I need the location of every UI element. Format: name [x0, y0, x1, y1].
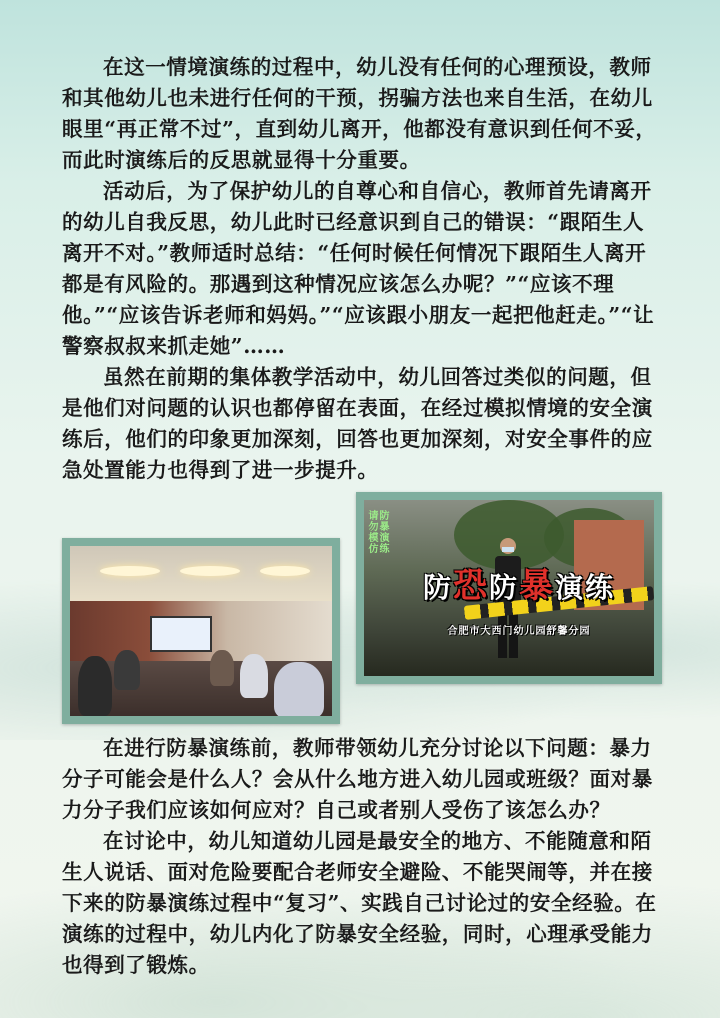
paragraph: 在进行防暴演练前，教师带领幼儿充分讨论以下问题：暴力分子可能会是什么人？会从什么地方进入幼儿园或班级？面对暴力分子我们应该如何应对？自己或者别人受伤了该怎么办？ [62, 736, 653, 822]
person [210, 650, 234, 686]
drill-subtitle: 合肥市大西门幼儿园舒馨分园 [447, 626, 591, 637]
person [274, 662, 324, 716]
person [114, 650, 140, 690]
person [240, 654, 268, 698]
side-caption: 防暴演练 请勿模仿 [366, 510, 388, 554]
person [78, 656, 112, 716]
paragraph: 在讨论中，幼儿知道幼儿园是最安全的地方、不能随意和陌生人说话、面对危险要配合老师安全避险、不能哭闹等，并在接下来的防暴演练过程中“复习”、实践自己讨论过的安全经验。在演练的过程中，幼儿内化了防暴安全经验，同时，心理承受能力也得到了锻炼。 [62, 829, 657, 977]
drill-video-photo [356, 492, 662, 684]
article-text-top [62, 52, 662, 486]
paragraph: 虽然在前期的集体教学活动中，幼儿回答过类似的问题，但是他们对问题的认识也都停留在表面，在经过模拟情境的安全演练后，他们的印象更加深刻，回答也更加深刻，对安全事件的应急处置能力也得到了进一步提升。 [62, 365, 653, 482]
article-text-bottom [62, 733, 662, 981]
projection-screen [150, 616, 212, 652]
meeting-room-photo [62, 538, 340, 724]
paragraph: 在这一情境演练的过程中，幼儿没有任何的心理预设，教师和其他幼儿也未进行任何的干预，拐骗方法也来自生活，在幼儿眼里“再正常不过”，直到幼儿离开，他都没有意识到任何不妥，而此时演练后的反思就显得十分重要。 [62, 55, 657, 172]
drill-title: 防恐防暴演练 [422, 566, 616, 606]
paragraph: 活动后，为了保护幼儿的自尊心和自信心，教师首先请离开的幼儿自我反思，幼儿此时已经意识到自己的错误：“跟陌生人离开不对。”教师适时总结：“任何时候任何情况下跟陌生人离开都是有风险的。那遇到这种情况应该怎么办呢？”“应该不理他。”“应该告诉老师和妈妈。”“应该跟小朋友一起把他赶走。”“让警察叔叔来抓走她”…… [62, 179, 655, 358]
